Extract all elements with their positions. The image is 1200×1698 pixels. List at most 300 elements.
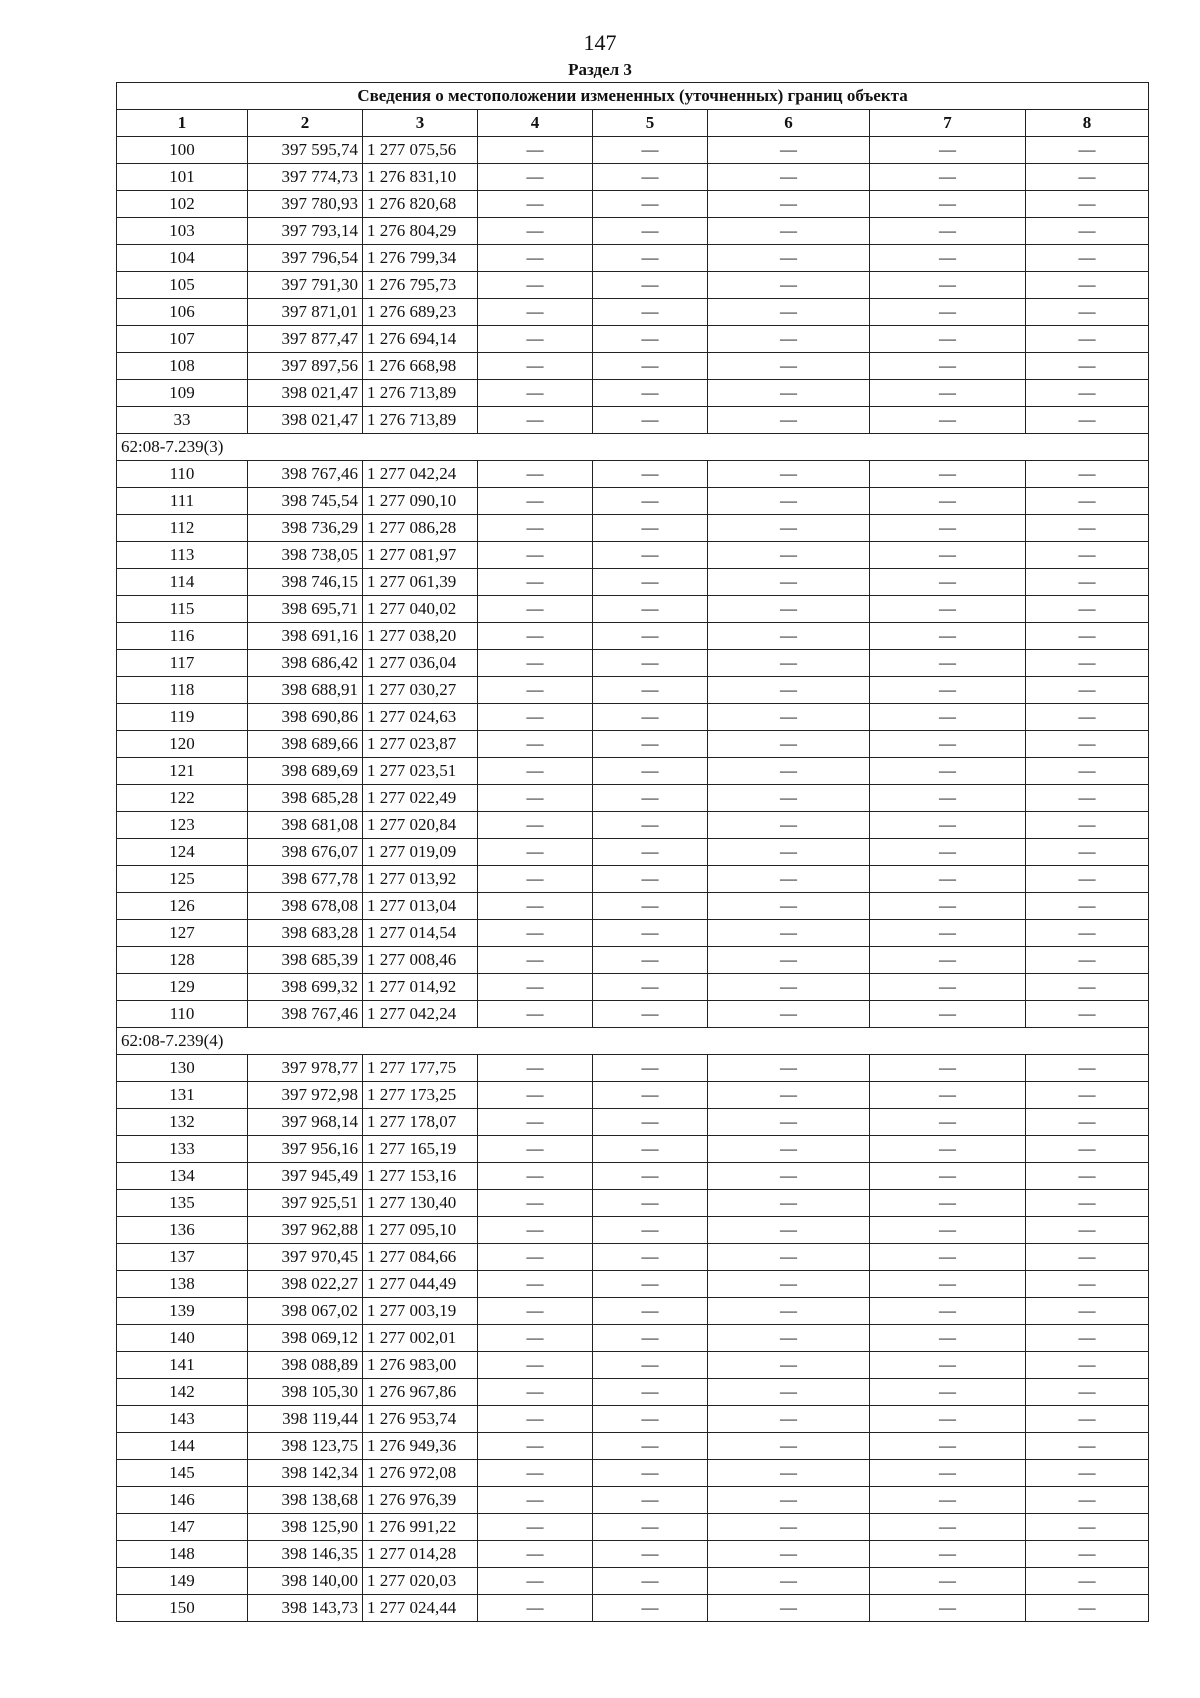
- empty-value-cell: —: [593, 974, 708, 1001]
- empty-value-cell: —: [870, 1190, 1026, 1217]
- point-number-cell: 110: [117, 1001, 248, 1028]
- empty-value-cell: —: [708, 677, 870, 704]
- empty-value-cell: —: [593, 1055, 708, 1082]
- empty-value-cell: —: [478, 1352, 593, 1379]
- x-coordinate-cell: 397 793,14: [248, 218, 363, 245]
- x-coordinate-cell: 398 069,12: [248, 1325, 363, 1352]
- x-coordinate-cell: 397 796,54: [248, 245, 363, 272]
- empty-value-cell: —: [593, 488, 708, 515]
- y-coordinate-cell: 1 277 130,40: [363, 1190, 478, 1217]
- empty-value-cell: —: [1026, 299, 1149, 326]
- empty-value-cell: —: [593, 1109, 708, 1136]
- empty-value-cell: —: [870, 704, 1026, 731]
- empty-value-cell: —: [478, 920, 593, 947]
- table-row: [117, 191, 1149, 218]
- table-row: [117, 866, 1149, 893]
- empty-value-cell: —: [708, 1325, 870, 1352]
- x-coordinate-cell: 398 119,44: [248, 1406, 363, 1433]
- empty-value-cell: —: [593, 920, 708, 947]
- empty-value-cell: —: [478, 1568, 593, 1595]
- column-header-5: 5: [593, 110, 708, 137]
- empty-value-cell: —: [870, 407, 1026, 434]
- empty-value-cell: —: [593, 461, 708, 488]
- empty-value-cell: —: [593, 1433, 708, 1460]
- table-row: [117, 1163, 1149, 1190]
- empty-value-cell: —: [1026, 785, 1149, 812]
- empty-value-cell: —: [478, 218, 593, 245]
- empty-value-cell: —: [708, 812, 870, 839]
- table-row: [117, 1325, 1149, 1352]
- point-number-cell: 123: [117, 812, 248, 839]
- y-coordinate-cell: 1 276 953,74: [363, 1406, 478, 1433]
- x-coordinate-cell: 398 022,27: [248, 1271, 363, 1298]
- empty-value-cell: —: [870, 1487, 1026, 1514]
- point-number-cell: 147: [117, 1514, 248, 1541]
- x-coordinate-cell: 398 105,30: [248, 1379, 363, 1406]
- empty-value-cell: —: [870, 785, 1026, 812]
- empty-value-cell: —: [870, 974, 1026, 1001]
- table-row: [117, 488, 1149, 515]
- column-header-2: 2: [248, 110, 363, 137]
- empty-value-cell: —: [593, 596, 708, 623]
- y-coordinate-cell: 1 277 020,03: [363, 1568, 478, 1595]
- empty-value-cell: —: [478, 407, 593, 434]
- empty-value-cell: —: [593, 704, 708, 731]
- empty-value-cell: —: [593, 380, 708, 407]
- empty-value-cell: —: [478, 1244, 593, 1271]
- table-row: [117, 299, 1149, 326]
- y-coordinate-cell: 1 277 090,10: [363, 488, 478, 515]
- empty-value-cell: —: [593, 191, 708, 218]
- y-coordinate-cell: 1 277 022,49: [363, 785, 478, 812]
- point-number-cell: 112: [117, 515, 248, 542]
- empty-value-cell: —: [478, 1190, 593, 1217]
- x-coordinate-cell: 397 791,30: [248, 272, 363, 299]
- y-coordinate-cell: 1 276 713,89: [363, 407, 478, 434]
- empty-value-cell: —: [478, 1514, 593, 1541]
- point-number-cell: 146: [117, 1487, 248, 1514]
- table-row: [117, 893, 1149, 920]
- empty-value-cell: —: [870, 1163, 1026, 1190]
- x-coordinate-cell: 398 686,42: [248, 650, 363, 677]
- table-row: [117, 542, 1149, 569]
- empty-value-cell: —: [593, 1352, 708, 1379]
- point-number-cell: 135: [117, 1190, 248, 1217]
- empty-value-cell: —: [708, 893, 870, 920]
- empty-value-cell: —: [708, 866, 870, 893]
- x-coordinate-cell: 397 897,56: [248, 353, 363, 380]
- empty-value-cell: —: [478, 1406, 593, 1433]
- table-row: [117, 1460, 1149, 1487]
- empty-value-cell: —: [593, 731, 708, 758]
- x-coordinate-cell: 398 088,89: [248, 1352, 363, 1379]
- x-coordinate-cell: 398 138,68: [248, 1487, 363, 1514]
- empty-value-cell: —: [593, 1163, 708, 1190]
- empty-value-cell: —: [870, 515, 1026, 542]
- table-row: [117, 1190, 1149, 1217]
- y-coordinate-cell: 1 277 014,54: [363, 920, 478, 947]
- empty-value-cell: —: [593, 677, 708, 704]
- point-number-cell: 109: [117, 380, 248, 407]
- table-row: [117, 380, 1149, 407]
- x-coordinate-cell: 397 595,74: [248, 137, 363, 164]
- empty-value-cell: —: [870, 488, 1026, 515]
- empty-value-cell: —: [1026, 893, 1149, 920]
- empty-value-cell: —: [478, 299, 593, 326]
- empty-value-cell: —: [708, 407, 870, 434]
- empty-value-cell: —: [1026, 1244, 1149, 1271]
- point-number-cell: 142: [117, 1379, 248, 1406]
- empty-value-cell: —: [478, 1298, 593, 1325]
- empty-value-cell: —: [708, 650, 870, 677]
- y-coordinate-cell: 1 276 694,14: [363, 326, 478, 353]
- empty-value-cell: —: [1026, 1163, 1149, 1190]
- empty-value-cell: —: [708, 1514, 870, 1541]
- y-coordinate-cell: 1 277 165,19: [363, 1136, 478, 1163]
- empty-value-cell: —: [1026, 1541, 1149, 1568]
- point-number-cell: 143: [117, 1406, 248, 1433]
- x-coordinate-cell: 398 021,47: [248, 407, 363, 434]
- empty-value-cell: —: [478, 650, 593, 677]
- empty-value-cell: —: [708, 191, 870, 218]
- empty-value-cell: —: [870, 137, 1026, 164]
- x-coordinate-cell: 398 767,46: [248, 461, 363, 488]
- empty-value-cell: —: [478, 974, 593, 1001]
- y-coordinate-cell: 1 277 020,84: [363, 812, 478, 839]
- empty-value-cell: —: [1026, 596, 1149, 623]
- empty-value-cell: —: [478, 542, 593, 569]
- empty-value-cell: —: [593, 1136, 708, 1163]
- empty-value-cell: —: [1026, 704, 1149, 731]
- empty-value-cell: —: [1026, 1271, 1149, 1298]
- empty-value-cell: —: [708, 1082, 870, 1109]
- y-coordinate-cell: 1 277 061,39: [363, 569, 478, 596]
- column-header-3: 3: [363, 110, 478, 137]
- table-row: [117, 839, 1149, 866]
- y-coordinate-cell: 1 277 095,10: [363, 1217, 478, 1244]
- point-number-cell: 140: [117, 1325, 248, 1352]
- table-row: [117, 1406, 1149, 1433]
- empty-value-cell: —: [708, 1055, 870, 1082]
- empty-value-cell: —: [478, 272, 593, 299]
- empty-value-cell: —: [1026, 353, 1149, 380]
- empty-value-cell: —: [478, 893, 593, 920]
- x-coordinate-cell: 398 677,78: [248, 866, 363, 893]
- point-number-cell: 33: [117, 407, 248, 434]
- empty-value-cell: —: [870, 1271, 1026, 1298]
- boundary-coordinates-table: [116, 82, 1149, 1622]
- column-header-7: 7: [870, 110, 1026, 137]
- x-coordinate-cell: 398 689,69: [248, 758, 363, 785]
- empty-value-cell: —: [708, 1217, 870, 1244]
- empty-value-cell: —: [593, 515, 708, 542]
- table-row: [117, 461, 1149, 488]
- table-row: [117, 164, 1149, 191]
- empty-value-cell: —: [593, 1487, 708, 1514]
- x-coordinate-cell: 398 736,29: [248, 515, 363, 542]
- empty-value-cell: —: [870, 461, 1026, 488]
- table-row: [117, 677, 1149, 704]
- section-title: Раздел 3: [568, 60, 632, 79]
- x-coordinate-cell: 397 945,49: [248, 1163, 363, 1190]
- empty-value-cell: —: [708, 569, 870, 596]
- empty-value-cell: —: [870, 1298, 1026, 1325]
- empty-value-cell: —: [593, 758, 708, 785]
- table-row: [117, 245, 1149, 272]
- table-row: [117, 515, 1149, 542]
- y-coordinate-cell: 1 276 967,86: [363, 1379, 478, 1406]
- empty-value-cell: —: [708, 623, 870, 650]
- empty-value-cell: —: [870, 1352, 1026, 1379]
- point-number-cell: 141: [117, 1352, 248, 1379]
- empty-value-cell: —: [1026, 245, 1149, 272]
- empty-value-cell: —: [1026, 812, 1149, 839]
- point-number-cell: 111: [117, 488, 248, 515]
- empty-value-cell: —: [870, 866, 1026, 893]
- column-header-8: 8: [1026, 110, 1149, 137]
- point-number-cell: 138: [117, 1271, 248, 1298]
- empty-value-cell: —: [1026, 326, 1149, 353]
- empty-value-cell: —: [1026, 920, 1149, 947]
- point-number-cell: 110: [117, 461, 248, 488]
- empty-value-cell: —: [870, 920, 1026, 947]
- empty-value-cell: —: [870, 1244, 1026, 1271]
- x-coordinate-cell: 398 767,46: [248, 1001, 363, 1028]
- empty-value-cell: —: [1026, 407, 1149, 434]
- empty-value-cell: —: [478, 191, 593, 218]
- empty-value-cell: —: [1026, 1379, 1149, 1406]
- table-row: [117, 812, 1149, 839]
- y-coordinate-cell: 1 277 008,46: [363, 947, 478, 974]
- empty-value-cell: —: [593, 650, 708, 677]
- table-row: [117, 326, 1149, 353]
- y-coordinate-cell: 1 277 075,56: [363, 137, 478, 164]
- x-coordinate-cell: 398 140,00: [248, 1568, 363, 1595]
- empty-value-cell: —: [1026, 380, 1149, 407]
- x-coordinate-cell: 398 146,35: [248, 1541, 363, 1568]
- empty-value-cell: —: [1026, 1352, 1149, 1379]
- point-number-cell: 107: [117, 326, 248, 353]
- empty-value-cell: —: [593, 326, 708, 353]
- x-coordinate-cell: 398 691,16: [248, 623, 363, 650]
- empty-value-cell: —: [870, 1406, 1026, 1433]
- empty-value-cell: —: [478, 866, 593, 893]
- empty-value-cell: —: [1026, 569, 1149, 596]
- x-coordinate-cell: 398 685,39: [248, 947, 363, 974]
- point-number-cell: 144: [117, 1433, 248, 1460]
- empty-value-cell: —: [870, 677, 1026, 704]
- empty-value-cell: —: [478, 1055, 593, 1082]
- empty-value-cell: —: [593, 1298, 708, 1325]
- y-coordinate-cell: 1 276 804,29: [363, 218, 478, 245]
- empty-value-cell: —: [870, 650, 1026, 677]
- table-row: [117, 1217, 1149, 1244]
- empty-value-cell: —: [478, 731, 593, 758]
- point-number-cell: 105: [117, 272, 248, 299]
- empty-value-cell: —: [708, 137, 870, 164]
- y-coordinate-cell: 1 277 019,09: [363, 839, 478, 866]
- empty-value-cell: —: [593, 137, 708, 164]
- y-coordinate-cell: 1 277 023,87: [363, 731, 478, 758]
- x-coordinate-cell: 398 681,08: [248, 812, 363, 839]
- table-row: [117, 920, 1149, 947]
- empty-value-cell: —: [478, 326, 593, 353]
- empty-value-cell: —: [708, 596, 870, 623]
- empty-value-cell: —: [870, 326, 1026, 353]
- empty-value-cell: —: [1026, 839, 1149, 866]
- empty-value-cell: —: [1026, 137, 1149, 164]
- empty-value-cell: —: [708, 1433, 870, 1460]
- empty-value-cell: —: [478, 677, 593, 704]
- empty-value-cell: —: [870, 299, 1026, 326]
- x-coordinate-cell: 397 978,77: [248, 1055, 363, 1082]
- point-number-cell: 117: [117, 650, 248, 677]
- empty-value-cell: —: [1026, 1082, 1149, 1109]
- y-coordinate-cell: 1 276 820,68: [363, 191, 478, 218]
- empty-value-cell: —: [870, 1136, 1026, 1163]
- empty-value-cell: —: [593, 1217, 708, 1244]
- table-row: [117, 137, 1149, 164]
- point-number-cell: 103: [117, 218, 248, 245]
- table-row: [117, 569, 1149, 596]
- empty-value-cell: —: [1026, 1136, 1149, 1163]
- empty-value-cell: —: [593, 245, 708, 272]
- empty-value-cell: —: [708, 1244, 870, 1271]
- y-coordinate-cell: 1 276 799,34: [363, 245, 478, 272]
- empty-value-cell: —: [870, 947, 1026, 974]
- table-row: [117, 785, 1149, 812]
- empty-value-cell: —: [1026, 1595, 1149, 1622]
- point-number-cell: 104: [117, 245, 248, 272]
- empty-value-cell: —: [1026, 650, 1149, 677]
- table-row: [117, 218, 1149, 245]
- empty-value-cell: —: [708, 272, 870, 299]
- table-title-row: [117, 83, 1149, 110]
- empty-value-cell: —: [708, 515, 870, 542]
- table-title: Сведения о местоположении измененных (уточненных) границ объекта: [117, 83, 1149, 110]
- empty-value-cell: —: [708, 704, 870, 731]
- y-coordinate-cell: 1 276 949,36: [363, 1433, 478, 1460]
- empty-value-cell: —: [1026, 1001, 1149, 1028]
- table-row: [117, 1568, 1149, 1595]
- x-coordinate-cell: 398 676,07: [248, 839, 363, 866]
- empty-value-cell: —: [478, 1325, 593, 1352]
- empty-value-cell: —: [1026, 191, 1149, 218]
- y-coordinate-cell: 1 277 177,75: [363, 1055, 478, 1082]
- empty-value-cell: —: [708, 1460, 870, 1487]
- y-coordinate-cell: 1 276 831,10: [363, 164, 478, 191]
- y-coordinate-cell: 1 277 044,49: [363, 1271, 478, 1298]
- empty-value-cell: —: [708, 1379, 870, 1406]
- empty-value-cell: —: [708, 299, 870, 326]
- empty-value-cell: —: [870, 596, 1026, 623]
- x-coordinate-cell: 397 968,14: [248, 1109, 363, 1136]
- empty-value-cell: —: [593, 542, 708, 569]
- group-header-row: [117, 1028, 1149, 1055]
- x-coordinate-cell: 397 774,73: [248, 164, 363, 191]
- empty-value-cell: —: [1026, 947, 1149, 974]
- empty-value-cell: —: [593, 407, 708, 434]
- empty-value-cell: —: [478, 515, 593, 542]
- empty-value-cell: —: [870, 1001, 1026, 1028]
- y-coordinate-cell: 1 276 972,08: [363, 1460, 478, 1487]
- empty-value-cell: —: [1026, 1217, 1149, 1244]
- point-number-cell: 150: [117, 1595, 248, 1622]
- empty-value-cell: —: [1026, 758, 1149, 785]
- empty-value-cell: —: [708, 1406, 870, 1433]
- point-number-cell: 127: [117, 920, 248, 947]
- empty-value-cell: —: [708, 1190, 870, 1217]
- empty-value-cell: —: [1026, 1109, 1149, 1136]
- empty-value-cell: —: [593, 272, 708, 299]
- empty-value-cell: —: [478, 137, 593, 164]
- empty-value-cell: —: [478, 1271, 593, 1298]
- empty-value-cell: —: [870, 1595, 1026, 1622]
- point-number-cell: 129: [117, 974, 248, 1001]
- empty-value-cell: —: [478, 1136, 593, 1163]
- empty-value-cell: —: [478, 569, 593, 596]
- empty-value-cell: —: [708, 974, 870, 1001]
- x-coordinate-cell: 398 067,02: [248, 1298, 363, 1325]
- y-coordinate-cell: 1 277 042,24: [363, 461, 478, 488]
- empty-value-cell: —: [708, 245, 870, 272]
- table-row: [117, 272, 1149, 299]
- table-row: [117, 1487, 1149, 1514]
- table-row: [117, 1298, 1149, 1325]
- empty-value-cell: —: [593, 1271, 708, 1298]
- point-number-cell: 120: [117, 731, 248, 758]
- empty-value-cell: —: [708, 1136, 870, 1163]
- table-row: [117, 650, 1149, 677]
- empty-value-cell: —: [1026, 542, 1149, 569]
- empty-value-cell: —: [708, 164, 870, 191]
- column-header-row: [117, 110, 1149, 137]
- point-number-cell: 115: [117, 596, 248, 623]
- point-number-cell: 134: [117, 1163, 248, 1190]
- empty-value-cell: —: [708, 542, 870, 569]
- x-coordinate-cell: 398 746,15: [248, 569, 363, 596]
- empty-value-cell: —: [1026, 164, 1149, 191]
- y-coordinate-cell: 1 277 023,51: [363, 758, 478, 785]
- empty-value-cell: —: [870, 1433, 1026, 1460]
- table-row: [117, 1136, 1149, 1163]
- point-number-cell: 145: [117, 1460, 248, 1487]
- y-coordinate-cell: 1 277 002,01: [363, 1325, 478, 1352]
- empty-value-cell: —: [708, 731, 870, 758]
- empty-value-cell: —: [593, 218, 708, 245]
- point-number-cell: 125: [117, 866, 248, 893]
- empty-value-cell: —: [478, 704, 593, 731]
- empty-value-cell: —: [478, 380, 593, 407]
- x-coordinate-cell: 398 688,91: [248, 677, 363, 704]
- empty-value-cell: —: [478, 758, 593, 785]
- group-label: 62:08-7.239(4): [117, 1028, 1149, 1055]
- x-coordinate-cell: 397 962,88: [248, 1217, 363, 1244]
- empty-value-cell: —: [708, 380, 870, 407]
- empty-value-cell: —: [478, 1595, 593, 1622]
- group-label: 62:08-7.239(3): [117, 434, 1149, 461]
- empty-value-cell: —: [708, 920, 870, 947]
- empty-value-cell: —: [1026, 1406, 1149, 1433]
- y-coordinate-cell: 1 276 983,00: [363, 1352, 478, 1379]
- empty-value-cell: —: [708, 1271, 870, 1298]
- empty-value-cell: —: [708, 785, 870, 812]
- empty-value-cell: —: [708, 839, 870, 866]
- x-coordinate-cell: 398 142,34: [248, 1460, 363, 1487]
- empty-value-cell: —: [478, 785, 593, 812]
- empty-value-cell: —: [1026, 218, 1149, 245]
- empty-value-cell: —: [478, 623, 593, 650]
